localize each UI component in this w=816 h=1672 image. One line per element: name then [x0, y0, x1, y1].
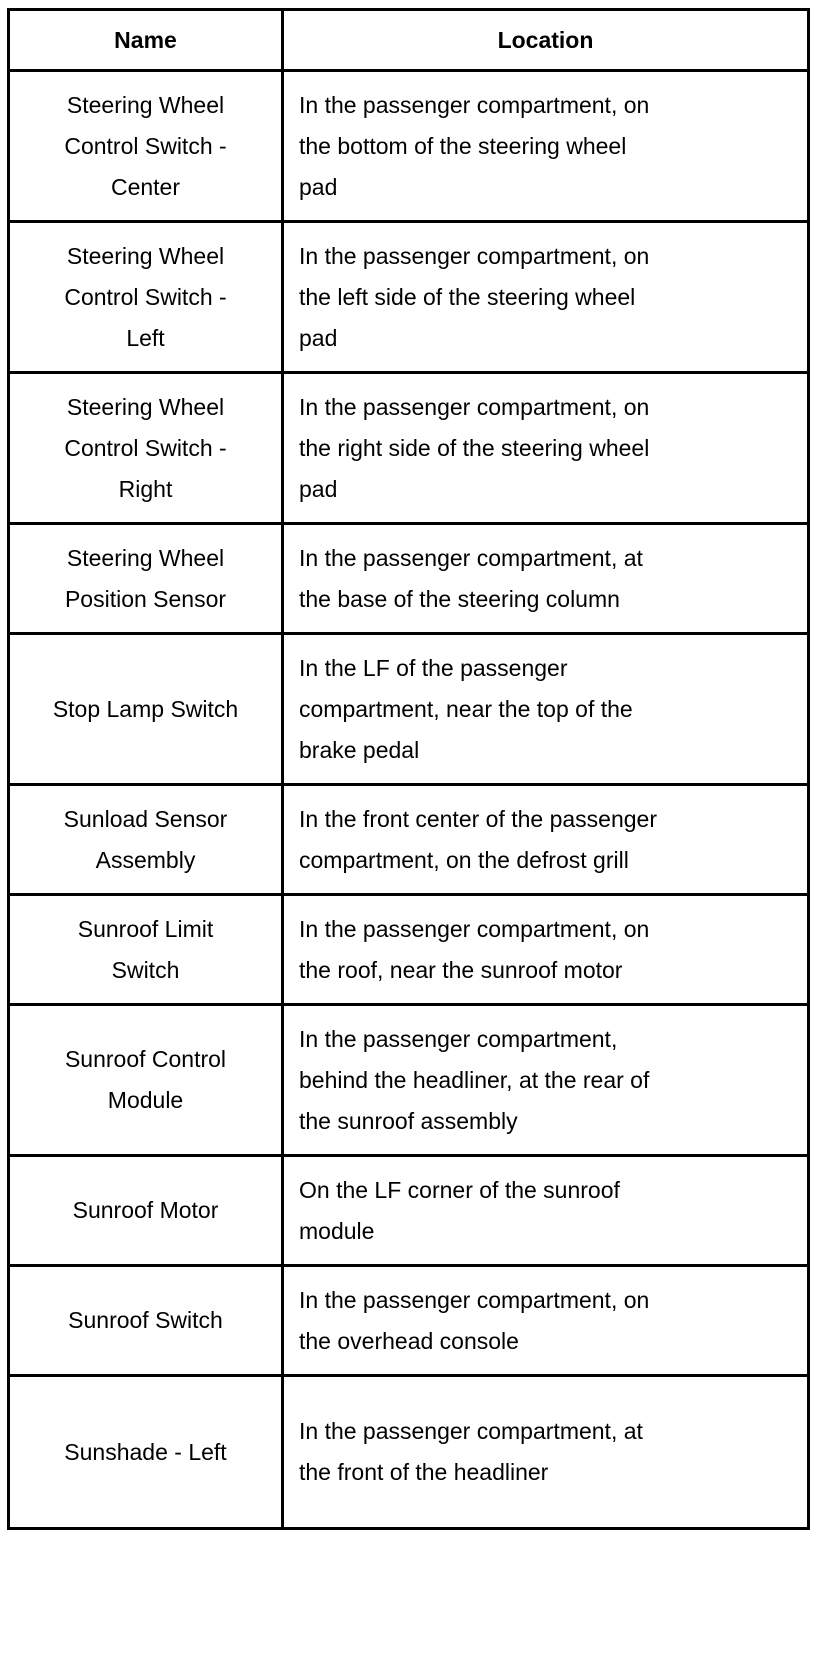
component-name: Steering Wheel Position Sensor — [9, 524, 283, 634]
component-name: Sunroof Switch — [9, 1266, 283, 1376]
component-name: Steering Wheel Control Switch - Left — [9, 222, 283, 373]
table-header-row — [9, 10, 809, 71]
table-row — [9, 1266, 809, 1376]
table-row — [9, 373, 809, 524]
component-location: In the passenger compartment, at the base of the steering column — [283, 524, 809, 634]
component-location: In the passenger compartment, on the right side of the steering wheel pad — [283, 373, 809, 524]
component-name: Stop Lamp Switch — [9, 634, 283, 785]
table-row — [9, 1376, 809, 1529]
component-location: In the passenger compartment, on the overhead console — [283, 1266, 809, 1376]
component-location: In the passenger compartment, on the left side of the steering wheel pad — [283, 222, 809, 373]
table-row — [9, 1156, 809, 1266]
component-location-table — [7, 8, 810, 1530]
column-header-name: Name — [9, 10, 283, 71]
component-name: Steering Wheel Control Switch - Right — [9, 373, 283, 524]
component-location: In the passenger compartment, on the roof, near the sunroof motor — [283, 895, 809, 1005]
component-name: Sunroof Motor — [9, 1156, 283, 1266]
component-location: In the passenger compartment, on the bottom of the steering wheel pad — [283, 71, 809, 222]
component-name: Sunroof Limit Switch — [9, 895, 283, 1005]
component-name: Sunload Sensor Assembly — [9, 785, 283, 895]
table-row — [9, 895, 809, 1005]
component-location: In the passenger compartment, behind the headliner, at the rear of the sunroof assembly — [283, 1005, 809, 1156]
table-row — [9, 634, 809, 785]
component-location: In the front center of the passenger compartment, on the defrost grill — [283, 785, 809, 895]
component-name: Sunshade - Left — [9, 1376, 283, 1529]
column-header-location: Location — [283, 10, 809, 71]
component-name: Steering Wheel Control Switch - Center — [9, 71, 283, 222]
table-row — [9, 71, 809, 222]
component-name: Sunroof Control Module — [9, 1005, 283, 1156]
component-location: In the LF of the passenger compartment, near the top of the brake pedal — [283, 634, 809, 785]
table-row — [9, 785, 809, 895]
table-row — [9, 524, 809, 634]
component-location: In the passenger compartment, at the front of the headliner — [283, 1376, 809, 1529]
table-row — [9, 1005, 809, 1156]
table-row — [9, 222, 809, 373]
component-location: On the LF corner of the sunroof module — [283, 1156, 809, 1266]
